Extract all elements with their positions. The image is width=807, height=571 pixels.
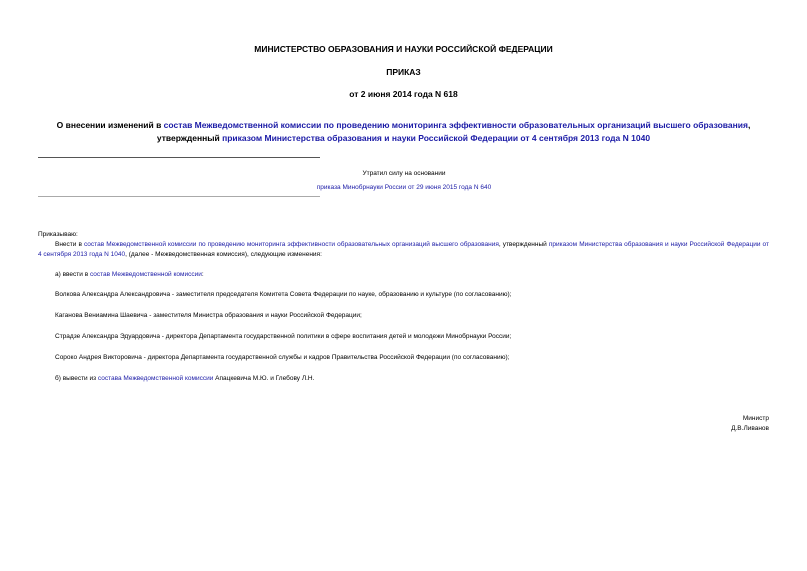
item-b <box>55 374 314 384</box>
item-b-text-1: б) вывести из <box>55 375 98 382</box>
item-a-text-1: а) ввести в <box>55 271 90 278</box>
intro-text-1: Внести в <box>55 241 84 248</box>
document-title <box>40 119 767 145</box>
intro-text-3: , (далее - Межведомственная комиссия), следующие изменения: <box>125 251 322 258</box>
ministry-name: МИНИСТЕРСТВО ОБРАЗОВАНИЯ И НАУКИ РОССИЙСКОЙ ФЕДЕРАЦИИ <box>254 44 553 54</box>
title-link-order-1040[interactable]: приказом Министерства образования и науки Российской Федерации от 4 сентября 2013 года N 1040 <box>222 133 651 143</box>
item-a-link-commission[interactable]: состав Межведомственной комиссии <box>89 271 202 278</box>
lapse-note-text: Утратил силу на основании <box>362 170 446 177</box>
document-date-number: от 2 июня 2014 года N 618 <box>349 89 458 99</box>
item-a <box>55 270 204 280</box>
member-item: Волкова Александра Александровича - заместителя председателя Комитета Совета Федерации по науке, образованию и культуре (по согласованию); <box>55 291 512 298</box>
member-item: Страдзе Александра Эдуардовича - директора Департамента государственной политики в сфере воспитания детей и молодежи Минобрнауки России; <box>55 333 512 340</box>
title-link-commission[interactable]: состав Межведомственной комиссии по проведению мониторинга эффективности образовательных организаций высшего образования <box>163 120 748 130</box>
signature-position: Министр <box>742 415 769 422</box>
lapse-note <box>300 167 508 195</box>
member-item: Каганова Вениамина Шаевича - заместителя Министра образования и науки Российской Федерации; <box>55 312 362 319</box>
item-b-link-commission[interactable]: состава Межведомственной комиссии <box>97 375 214 382</box>
item-a-text-2: : <box>201 271 204 278</box>
intro-paragraph <box>38 240 769 260</box>
intro-link-order-1040[interactable]: приказом Министерства образования и науки Российской Федерации от 4 сентября 2013 года N 1040 <box>38 241 770 258</box>
title-prefix: О внесении изменений в <box>56 120 164 130</box>
order-word: Приказываю: <box>38 231 78 238</box>
signature-block <box>731 414 769 434</box>
lapse-note-link[interactable]: приказа Минобрнауки России от 29 июня 2015 года N 640 <box>316 184 492 191</box>
signature-name: Д.В.Ливанов <box>731 425 769 432</box>
member-item: Сороко Андрея Викторовича - директора Департамента государственной службы и кадров Правительства Российской Федерации (по согласованию); <box>55 354 510 361</box>
separator-bottom <box>38 196 320 197</box>
title-middle: , утвержденный <box>156 120 751 143</box>
intro-text-2: , утвержденный <box>498 241 549 248</box>
document-type: ПРИКАЗ <box>386 67 421 77</box>
intro-link-commission[interactable]: состав Межведомственной комиссии по проведению мониторинга эффективности образовательных организаций высшего образования <box>83 241 499 248</box>
item-b-text-2: Апацкевича М.Ю. и Глебову Л.Н. <box>213 375 315 382</box>
separator-top <box>38 157 320 158</box>
